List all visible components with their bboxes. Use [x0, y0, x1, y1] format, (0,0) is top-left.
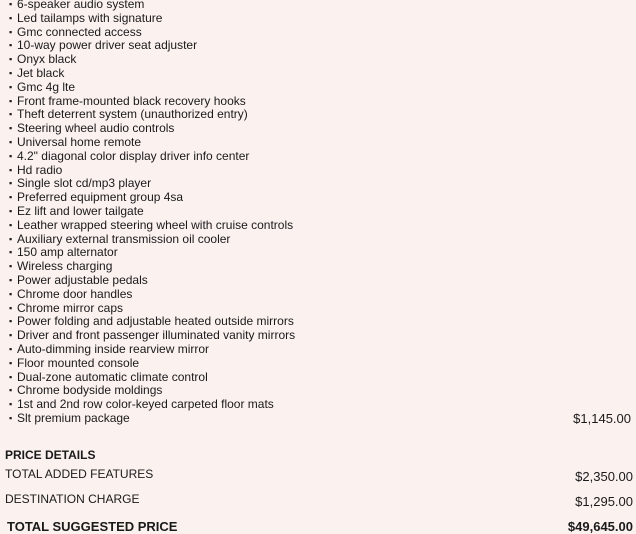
feature-label: 6-speaker audio system [17, 0, 145, 11]
feature-item [9, 39, 629, 53]
bullet-icon: ▪ [9, 109, 13, 120]
bullet-icon: ▪ [9, 26, 13, 37]
total-added-features-amount: $2,350.00 [575, 469, 633, 484]
feature-label: Floor mounted console [17, 355, 140, 370]
feature-item [9, 164, 629, 178]
feature-item [9, 177, 629, 191]
feature-label: Power adjustable pedals [17, 272, 148, 287]
destination-charge-label: DESTINATION CHARGE [5, 492, 140, 506]
total-suggested-price-row [5, 514, 633, 534]
feature-label: Leather wrapped steering wheel with cruise controls [17, 217, 294, 232]
bullet-icon: ▪ [9, 95, 13, 106]
feature-item [9, 274, 629, 288]
feature-item [9, 398, 629, 412]
total-suggested-price-label: TOTAL SUGGESTED PRICE [7, 519, 178, 534]
feature-label: Chrome mirror caps [17, 300, 124, 315]
bullet-icon: ▪ [9, 385, 13, 396]
bullet-icon: ▪ [9, 371, 13, 382]
bullet-icon: ▪ [9, 54, 13, 65]
feature-label: 10-way power driver seat adjuster [17, 38, 198, 53]
feature-item [9, 412, 629, 426]
feature-label: Hd radio [17, 162, 63, 177]
total-added-features-row [5, 467, 633, 488]
feature-label: Universal home remote [17, 134, 142, 149]
feature-item [9, 371, 629, 385]
feature-item [9, 302, 629, 316]
feature-label: Auto-dimming inside rearview mirror [17, 341, 210, 356]
price-details-heading: PRICE DETAILS [5, 448, 96, 462]
bullet-icon: ▪ [9, 81, 13, 92]
feature-item [9, 233, 629, 247]
feature-label: Onyx black [17, 52, 77, 67]
feature-list [9, 0, 629, 426]
feature-item [9, 219, 629, 233]
feature-label: 4.2" diagonal color display driver info center [17, 148, 250, 163]
feature-item [9, 122, 629, 136]
destination-charge-amount: $1,295.00 [575, 494, 633, 509]
feature-label: Jet black [17, 65, 65, 80]
bullet-icon: ▪ [9, 12, 13, 23]
bullet-icon: ▪ [9, 164, 13, 175]
bullet-icon: ▪ [9, 302, 13, 313]
feature-item [9, 150, 629, 164]
feature-item [9, 12, 629, 26]
bullet-icon: ▪ [9, 274, 13, 285]
feature-label: Power folding and adjustable heated outside mirrors [17, 314, 294, 329]
bullet-icon: ▪ [9, 123, 13, 134]
feature-label: Gmc 4g lte [17, 79, 76, 94]
feature-label: Single slot cd/mp3 player [17, 176, 152, 191]
feature-label: Theft deterrent system (unauthorized entry) [17, 107, 248, 122]
feature-label: Led tailamps with signature [17, 10, 163, 25]
feature-item [9, 136, 629, 150]
feature-item [9, 260, 629, 274]
feature-item [9, 191, 629, 205]
feature-label: Wireless charging [17, 259, 113, 274]
feature-price: $1,145.00 [573, 410, 631, 426]
feature-item [9, 357, 629, 371]
bullet-icon: ▪ [9, 136, 13, 147]
feature-label: Preferred equipment group 4sa [17, 190, 184, 205]
feature-item [9, 26, 629, 40]
feature-item [9, 343, 629, 357]
feature-item [9, 205, 629, 219]
feature-label: 150 amp alternator [17, 245, 118, 260]
bullet-icon: ▪ [9, 247, 13, 258]
feature-item [9, 81, 629, 95]
bullet-icon: ▪ [9, 219, 13, 230]
feature-label: Ez lift and lower tailgate [17, 203, 144, 218]
feature-label: Driver and front passenger illuminated vanity mirrors [17, 328, 296, 343]
total-suggested-price-amount: $49,645.00 [567, 519, 633, 534]
bullet-icon: ▪ [9, 0, 13, 9]
bullet-icon: ▪ [9, 330, 13, 341]
feature-item [9, 329, 629, 343]
feature-item [9, 67, 629, 81]
bullet-icon: ▪ [9, 343, 13, 354]
feature-item [9, 384, 629, 398]
feature-label: Slt premium package [17, 410, 130, 425]
feature-item [9, 53, 629, 67]
bullet-icon: ▪ [9, 357, 13, 368]
bullet-icon: ▪ [9, 67, 13, 78]
feature-label: Dual-zone automatic climate control [17, 369, 208, 384]
feature-item [9, 315, 629, 329]
feature-item [9, 246, 629, 260]
feature-item [9, 288, 629, 302]
feature-label: Gmc connected access [17, 24, 142, 39]
feature-item [9, 108, 629, 122]
feature-label: Chrome door handles [17, 286, 133, 301]
feature-label: Chrome bodyside moldings [17, 383, 163, 398]
bullet-icon: ▪ [9, 40, 13, 51]
bullet-icon: ▪ [9, 399, 13, 410]
bullet-icon: ▪ [9, 150, 13, 161]
bullet-icon: ▪ [9, 316, 13, 327]
total-added-features-label: TOTAL ADDED FEATURES [5, 467, 154, 481]
bullet-icon: ▪ [9, 261, 13, 272]
bullet-icon: ▪ [9, 178, 13, 189]
feature-label: Steering wheel audio controls [17, 121, 175, 136]
bullet-icon: ▪ [9, 192, 13, 203]
feature-label: Front frame-mounted black recovery hooks [17, 93, 246, 108]
feature-item [9, 95, 629, 109]
bullet-icon: ▪ [9, 205, 13, 216]
bullet-icon: ▪ [9, 412, 13, 423]
bullet-icon: ▪ [9, 288, 13, 299]
bullet-icon: ▪ [9, 233, 13, 244]
destination-charge-row [5, 492, 633, 513]
feature-label: 1st and 2nd row color-keyed carpeted floor mats [17, 397, 274, 412]
feature-label: Auxiliary external transmission oil cooler [17, 231, 231, 246]
price-details-section [5, 447, 633, 534]
